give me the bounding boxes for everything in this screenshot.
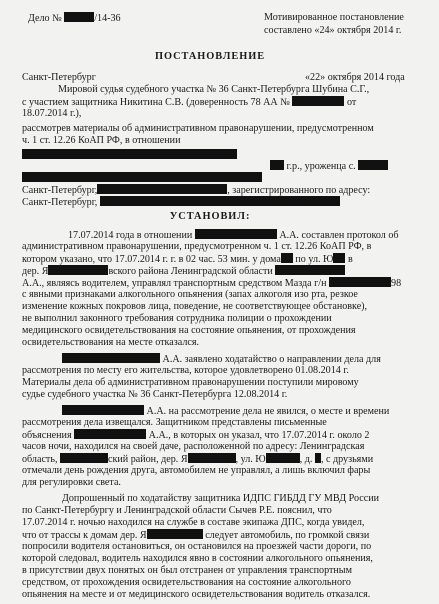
redaction: [266, 453, 300, 463]
place: Санкт-Петербург: [22, 72, 96, 83]
text: объяснения: [22, 430, 72, 441]
text: А.А. составлен протокол об: [279, 230, 399, 241]
text: г.р., уроженца с.: [286, 161, 356, 172]
redaction: [292, 96, 344, 106]
para2-line: рассмотрения по месту его жительства, которое удовлетворено 01.08.2014 г.: [22, 365, 349, 376]
text: по ул. Ю: [295, 254, 334, 265]
redaction: [62, 353, 160, 363]
para4-line: попросили водителя остановиться, он остановился на проезжей части дороги, по: [22, 541, 372, 552]
text: котором указано, что 17.07.2014 г. г. в 02 час. 53 мин. у дома: [22, 254, 281, 265]
para1-line: изменение кожных покровов лица, поведение, не соответствующее обстановке),: [22, 301, 368, 312]
redaction: [22, 172, 262, 182]
redaction: [270, 160, 284, 170]
text: в: [347, 254, 353, 265]
para4-line: средством, от прохождения освидетельствования на состояние алкогольного: [22, 577, 351, 588]
para3-line: отмечали день рождения друга, автомобилем не управлял, а лишь включил фары: [22, 465, 371, 476]
para4-line: 17.07.2014 г. ночью находился на службе в составе экипажа ДПС, когда увидел,: [22, 517, 365, 528]
para2-line: судье судебного участка № 36 Санкт-Петербурга 12.08.2014 г.: [22, 389, 288, 400]
para1-line: медицинского освидетельствования на состояние опьянения, от прохождения: [22, 325, 356, 336]
intro-line: [22, 149, 237, 162]
redaction: [60, 453, 108, 463]
intro-line: Мировой судья судебного участка № 36 Санкт-Петербурга Шубина С.Г.,: [58, 84, 370, 95]
redaction: [97, 184, 227, 194]
established-heading: УСТАНОВИЛ:: [169, 210, 251, 222]
para4-line: Допрошенный по ходатайству защитника ИДПС ГИБДД ГУ МВД России: [62, 493, 380, 504]
text: 98: [391, 278, 402, 289]
redaction: [333, 253, 345, 263]
para2-line: Материалы дела об административном правонарушении поступили мировому: [22, 377, 359, 388]
para1-line: административном правонарушении, предусмотренном ч. 1 ст. 12.26 КоАП РФ, в: [22, 241, 372, 252]
text: что от трассы к домам дер. Я: [22, 530, 147, 541]
para4-line: которой следовал, водитель находился явно в состоянии алкогольного опьянения,: [22, 553, 373, 564]
redaction: [100, 196, 340, 206]
redaction: [195, 229, 277, 239]
redaction: [64, 12, 94, 22]
text: , зарегистрированного по адресу:: [227, 185, 371, 196]
para4-line: по Санкт-Петербургу и Ленинградской области Сычев Р.Е. пояснил, что: [22, 505, 332, 516]
text: А.А., в которых он указал, что 17.07.2014 г. около 2: [148, 430, 370, 441]
text: А.А. на рассмотрение дела не явился, о месте и времени: [146, 406, 390, 417]
text: 17.07.2014 года в отношении: [68, 230, 193, 241]
intro-line: [270, 160, 388, 173]
redaction: [358, 160, 388, 170]
text: следует автомобиль, по громкой связи: [205, 530, 370, 541]
redaction: [62, 405, 144, 415]
intro-line: 18.07.2014 г.),: [22, 108, 82, 119]
text: область,: [22, 454, 58, 465]
document-title: ПОСТАНОВЛЕНИЕ: [155, 50, 266, 62]
redaction: [275, 265, 345, 275]
redaction: [281, 253, 293, 263]
intro-line: [22, 196, 340, 209]
case-prefix: Дело №: [28, 13, 65, 24]
redaction: [74, 429, 146, 439]
para4-line: опьянения на месте и от медицинского освидетельствования водитель отказался.: [22, 589, 371, 600]
para3-line: для регулировки света.: [22, 477, 121, 488]
text: Санкт-Петербург,: [22, 185, 98, 196]
text: с участием защитника Никитина С.В. (доверенность 78 АА №: [22, 97, 290, 108]
text: от: [344, 97, 357, 108]
text: А.А., являясь водителем, управлял транспортным средством Мазда г/н: [22, 278, 327, 289]
doc-type-line1: Мотивированное постановление: [264, 12, 404, 23]
doc-type-line2: составлено «24» октября 2014 г.: [264, 25, 402, 36]
date: «22» октября 2014 года: [305, 72, 405, 83]
para3-line: рассмотрения дела извещался. Защитником представлены письменные: [22, 417, 327, 428]
intro-line: рассмотрев материалы об административном правонарушении, предусмотренном: [22, 123, 374, 134]
text: ский район, дер. Я: [108, 454, 188, 465]
redaction: [329, 277, 391, 287]
text: , д.: [299, 454, 313, 465]
text: А.А. заявлено ходатайство о направлении дела для: [162, 354, 381, 365]
text: вского района Ленинградской области: [108, 266, 273, 277]
redaction: [22, 149, 237, 159]
case-number: [28, 12, 121, 25]
para1-line: освидетельствования на месте отказался.: [22, 337, 200, 348]
case-suffix: /14-36: [94, 13, 121, 24]
intro-line: ч. 1 ст. 12.26 КоАП РФ, в отношении: [22, 135, 181, 146]
text: , с друзьями: [320, 454, 374, 465]
para3-line: часов ночи, находился на своей даче, расположенной по адресу: Ленинградская: [22, 441, 365, 452]
redaction: [147, 529, 203, 539]
text: дер. Я: [22, 266, 49, 277]
para1-line: не выполнил законного требования сотрудника полиции о прохождении: [22, 313, 332, 324]
redaction: [188, 453, 236, 463]
para4-line: в присутствии двух понятых он был отстранен от управления транспортным: [22, 565, 352, 576]
text: Санкт-Петербург,: [22, 197, 98, 208]
para1-line: с явными признаками алкогольного опьянения (запах алкоголя изо рта, резкое: [22, 289, 358, 300]
text: , ул. Ю: [235, 454, 266, 465]
redaction: [48, 265, 108, 275]
